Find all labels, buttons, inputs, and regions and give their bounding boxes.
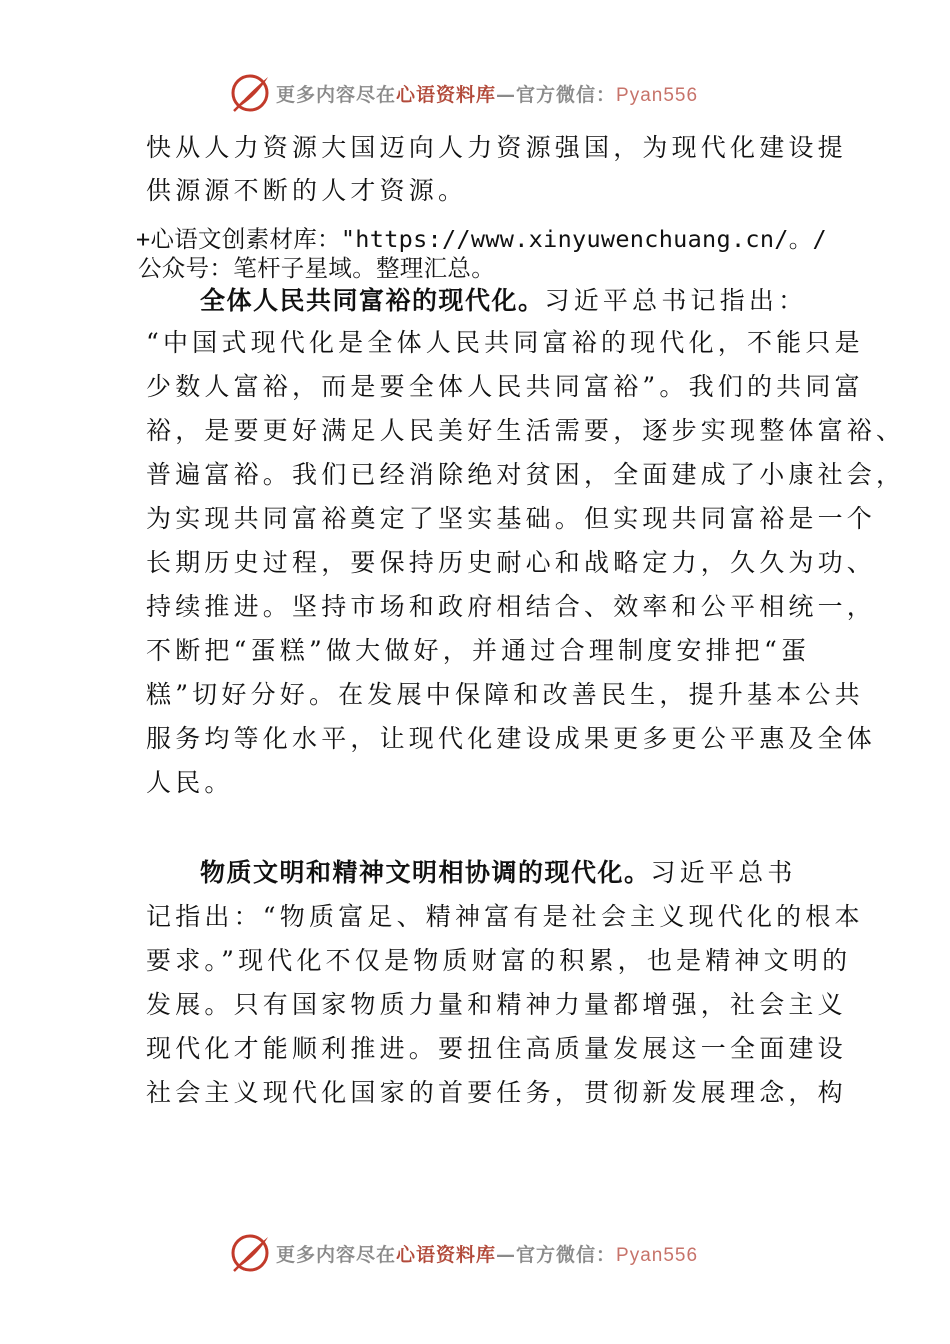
header-banner bbox=[228, 70, 748, 116]
banner-brand: 心语资料库 bbox=[396, 83, 497, 106]
logo-quill-icon bbox=[228, 71, 272, 115]
text-line: 普遍富裕。我们已经消除绝对贫困，全面建成了小康社会， bbox=[146, 460, 906, 489]
section-2-heading: 物质文明和精神文明相协调的现代化。 bbox=[200, 858, 651, 887]
section-2-first-line bbox=[200, 858, 797, 888]
source-note-line: 公众号：笔杆子星域。整理汇总。 bbox=[138, 254, 495, 282]
text-line: 快从人力资源大国迈向人力资源强国，为现代化建设提 bbox=[146, 133, 847, 162]
section-1-lead: 习近平总书记指出： bbox=[544, 286, 808, 315]
banner-prefix: 更多内容尽在 bbox=[276, 1243, 397, 1266]
logo-quill-icon bbox=[228, 1231, 272, 1275]
banner-text bbox=[276, 80, 698, 107]
banner-prefix: 更多内容尽在 bbox=[276, 83, 397, 106]
text-line: 裕，是要更好满足人民美好生活需要，逐步实现整体富裕、 bbox=[146, 416, 906, 445]
banner-brand: 心语资料库 bbox=[396, 1243, 497, 1266]
text-line: 社会主义现代化国家的首要任务，贯彻新发展理念，构 bbox=[146, 1078, 847, 1107]
section-1-heading: 全体人民共同富裕的现代化。 bbox=[200, 286, 545, 315]
banner-text bbox=[276, 1240, 698, 1267]
text-line: 不断把“蛋糕”做大做好，并通过合理制度安排把“蛋 bbox=[146, 636, 811, 665]
banner-suffix: —官方微信： bbox=[496, 1243, 617, 1266]
text-line: 服务均等化水平，让现代化建设成果更多更公平惠及全体 bbox=[146, 724, 877, 753]
text-line: 少数人富裕，而是要全体人民共同富裕”。我们的共同富 bbox=[146, 372, 864, 401]
text-line: 长期历史过程，要保持历史耐心和战略定力，久久为功、 bbox=[146, 548, 877, 577]
text-line: 人民。 bbox=[146, 768, 234, 797]
text-line: 供源源不断的人才资源。 bbox=[146, 176, 468, 205]
source-note-line: +心语文创素材库："https://www.xinyuwenchuang.cn/。/ bbox=[136, 225, 827, 253]
text-line: 现代化才能顺利推进。要扭住高质量发展这一全面建设 bbox=[146, 1034, 847, 1063]
banner-wechat-id: Pyan556 bbox=[616, 1244, 699, 1266]
section-2-lead: 习近平总书 bbox=[650, 858, 797, 887]
banner-wechat-id: Pyan556 bbox=[616, 84, 699, 106]
text-line: 发展。只有国家物质力量和精神力量都增强，社会主义 bbox=[146, 990, 847, 1019]
text-line: 持续推进。坚持市场和政府相结合、效率和公平相统一， bbox=[146, 592, 877, 621]
text-line: “中国式现代化是全体人民共同富裕的现代化，不能只是 bbox=[146, 328, 864, 357]
section-1-first-line bbox=[200, 286, 807, 316]
text-line: 记指出：“物质富足、精神富有是社会主义现代化的根本 bbox=[146, 902, 864, 931]
text-line: 要求。”现代化不仅是物质财富的积累，也是精神文明的 bbox=[146, 946, 852, 975]
footer-banner bbox=[228, 1230, 748, 1276]
text-line: 为实现共同富裕奠定了坚实基础。但实现共同富裕是一个 bbox=[146, 504, 877, 533]
text-line: 糕”切好分好。在发展中保障和改善民生，提升基本公共 bbox=[146, 680, 864, 709]
banner-suffix: —官方微信： bbox=[496, 83, 617, 106]
